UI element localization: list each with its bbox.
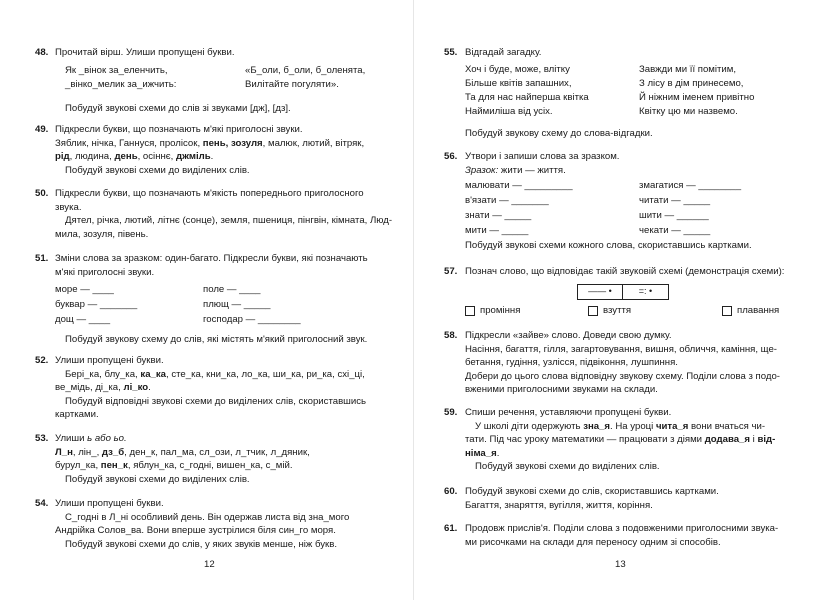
word-row: мити — _____ чекати — _____ [465, 225, 711, 237]
scheme-cell: =: • [638, 286, 653, 297]
exercise-text: Л_н, лін_, дз_б, ден_к, пал_ма, сл_ози, л_тчик, л_дяник, [55, 446, 310, 458]
exercise-number: 60. [444, 486, 458, 497]
sample: Зразок: жити — життя. [465, 164, 566, 176]
word-row: море — ____ поле — ____ [55, 284, 261, 296]
poem-row: _вінко_мелик за_ижчить: Вилітайте погуляти». [65, 78, 339, 90]
page-gutter [413, 0, 414, 600]
exercise-text: Багаття, знаряття, вугілля, життя, коріння. [465, 499, 653, 511]
exercise-60 [444, 485, 819, 512]
exercise-title: Продовж прислів'я. Поділи слова з подовженими приголосними звука- [465, 523, 779, 534]
exercise-title: Улиши пропущені букви. [55, 355, 164, 366]
exercise-text: У школі діти одержують зна_я. На уроці чита_я вони вчаться чи- [475, 420, 766, 432]
checkbox[interactable] [722, 306, 732, 316]
sound-scheme [577, 284, 669, 300]
exercise-number: 52. [35, 355, 49, 366]
poem-row: Як _вінок за_еленчить, «Б_оли, б_оли, б_оленята, [65, 64, 366, 76]
exercise-title: Підкресли букви, що позначають м'якість попереднього приголосного [55, 188, 364, 199]
exercise-title-cont: звука. [55, 201, 82, 213]
exercise-50 [35, 187, 395, 241]
exercise-title: Підкресли «зайве» слово. Доведи свою думку. [465, 330, 672, 341]
exercise-task: Побудуй звукові схеми до виділених слів. [475, 461, 660, 473]
exercise-task: Побудуй звукові схеми до слів зі звуками [дж], [дз]. [65, 102, 291, 114]
poem-row: Наймиліша від усіх. Квітку цю ми назвемо. [465, 105, 738, 117]
exercise-52 [35, 354, 395, 422]
exercise-title: Зміни слова за зразком: один-багато. Підкресли букви, які позначають [55, 253, 368, 264]
poem-row: Хоч і буде, може, влітку Завжди ми її помітим, [465, 63, 737, 75]
poem-row: Більше квітів запашних, З лісу в дім принесемо, [465, 77, 744, 89]
exercise-task: Добери до цього слова відповідну звукову схему. Поділи слова з подо- [465, 370, 780, 382]
exercise-title-cont: м'які приголосні звуки. [55, 266, 155, 278]
left-page [0, 0, 410, 600]
exercise-task: Побудуй звукову схему до слова-відгадки. [465, 127, 653, 139]
word-row: знати — _____ шити — ______ [465, 210, 709, 222]
poem-row: Та для нас найперша квітка Й ніжним іменем привітно [465, 91, 755, 103]
exercise-text: тати. Під час уроку математики — працювати з діями додава_я і від- [465, 434, 776, 446]
checkbox[interactable] [465, 306, 475, 316]
exercise-text: Андрійка Солов_ва. Вони вперше зустрілися біля син_го моря. [55, 525, 336, 537]
word-row: в'язати — _______ читати — _____ [465, 195, 711, 207]
exercise-text: мила, зозуля, півень. [55, 228, 149, 240]
exercise-title: Побудуй звукові схеми до слів, скориставшись картками. [465, 486, 719, 497]
exercise-53 [35, 432, 395, 486]
right-page [418, 0, 829, 600]
exercise-number: 53. [35, 433, 49, 444]
exercise-title: Улиши ь або ьо. [55, 433, 127, 444]
exercise-task: Побудуй відповідні звукові схеми до виділених слів, скориставшись [65, 395, 367, 407]
exercise-58 [444, 329, 819, 397]
exercise-task: Побудуй звукову схему до слів, які містять м'який приголосний звук. [65, 334, 368, 346]
exercise-text: бурул_ка, пен_к, яблун_ка, с_годні, вишен_ка, с_мій. [55, 460, 293, 472]
exercise-number: 55. [444, 47, 458, 58]
exercise-text: ве_мідь, ді_ка, лі_ко. [55, 382, 151, 394]
exercise-title: Прочитай вірш. Улиши пропущені букви. [55, 47, 235, 58]
exercise-number: 50. [35, 188, 49, 199]
exercise-57 [444, 265, 819, 315]
word-row: буквар — _______ плющ — _____ [55, 299, 271, 311]
exercise-49 [35, 123, 395, 177]
exercise-title: Підкресли букви, що позначають м'які приголосні звуки. [55, 124, 303, 135]
exercise-title: Познач слово, що відповідає такій звуковій схемі (демонстрація схеми): [465, 266, 785, 277]
exercise-title: Відгадай загадку. [465, 47, 542, 58]
exercise-number: 54. [35, 498, 49, 509]
exercise-title: Спиши речення, уставляючи пропущені букви. [465, 407, 672, 418]
option-1[interactable]: проміння [465, 304, 520, 318]
exercise-text: бетання, гудіння, узлісся, підвіконня, лушпиння. [465, 357, 678, 369]
exercise-number: 59. [444, 407, 458, 418]
exercise-61 [444, 522, 819, 549]
exercise-task: Побудуй звукові схеми кожного слова, скориставшись картками. [465, 240, 752, 252]
option-3[interactable]: плавання [722, 304, 779, 318]
exercise-56 [444, 150, 814, 253]
exercise-title: Улиши пропущені букви. [55, 498, 164, 509]
exercise-number: 51. [35, 253, 49, 264]
exercise-number: 48. [35, 47, 49, 58]
exercise-48 [35, 46, 395, 115]
exercise-text: Насіння, багаття, гілля, загартовування, вишня, обличчя, каміння, ще- [465, 343, 778, 355]
exercise-text: Зяблик, нічка, Ганнуся, пролісок, пень, зозуля, малюк, лютий, вітряк, [55, 137, 365, 149]
word-row: дощ — ____ господар — ________ [55, 314, 301, 326]
exercise-text: С_годні в Л_ні особливий день. Він одержав листа від зна_мого [65, 511, 350, 523]
exercise-title: Утвори і запиши слова за зразком. [465, 151, 620, 162]
exercise-task: Побудуй звукові схеми до виділених слів. [65, 164, 250, 176]
exercise-number: 61. [444, 523, 458, 534]
exercise-task-cont: картками. [55, 409, 99, 421]
exercise-number: 58. [444, 330, 458, 341]
exercise-text: Дятел, річка, лютий, літнє (сонце), земля, пшениця, пінгвін, кімната, Люд- [65, 215, 393, 227]
exercise-51 [35, 252, 395, 347]
exercise-task-cont: вженими приголосними звуками на склади. [465, 384, 658, 396]
exercise-number: 49. [35, 124, 49, 135]
exercise-number: 56. [444, 151, 458, 162]
exercise-task: Побудуй звукові схеми до виділених слів. [65, 473, 250, 485]
word-row: малювати — _________ змагатися — ________ [465, 180, 742, 192]
exercise-number: 57. [444, 266, 458, 277]
page-number: 12 [204, 559, 215, 570]
exercise-text: рід, людина, день, осіннє, джміль. [55, 151, 214, 163]
scheme-cell: —— • [578, 285, 623, 299]
exercise-title-cont: ми рисочками на склади для переносу одним зі способів. [465, 536, 721, 548]
exercise-task: Побудуй звукові схеми до слів, у яких звуків менше, ніж букв. [65, 538, 338, 550]
option-2[interactable]: взуття [588, 304, 631, 318]
exercise-text: Бері_ка, блу_ка, ка_ка, сте_ка, кни_ка, ло_ка, ши_ка, ри_ка, схі_ці, [65, 368, 365, 380]
exercise-59 [444, 406, 819, 474]
exercise-text: німа_я. [465, 447, 500, 459]
exercise-55 [444, 46, 814, 140]
exercise-54 [35, 497, 395, 551]
page-number: 13 [615, 559, 626, 570]
checkbox[interactable] [588, 306, 598, 316]
